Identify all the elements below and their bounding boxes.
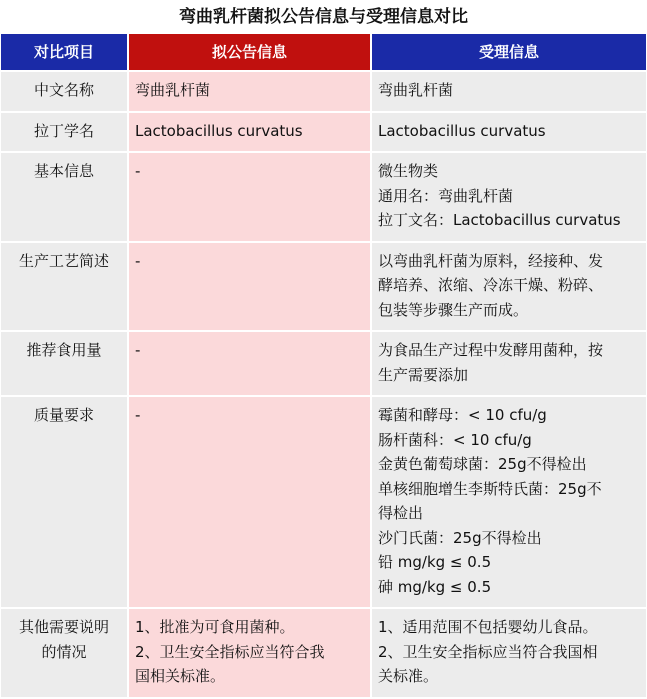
cell-text-line: 单核细胞增生李斯特氏菌：25g不: [378, 479, 602, 498]
cell-text-line: 关标准。: [378, 667, 439, 685]
row-proposed-cell: [128, 242, 371, 332]
row-accepted-cell: [371, 608, 646, 698]
row-proposed-cell: [128, 396, 371, 608]
header-item: 对比项目: [1, 34, 128, 71]
cell-text-line: 生产需要添加: [378, 365, 469, 384]
cell-text-line: 推荐食用量: [26, 341, 102, 359]
page-title: 弯曲乳杆菌拟公告信息与受理信息对比: [179, 7, 468, 27]
table-body: [1, 71, 646, 698]
comparison-table: [1, 34, 646, 699]
cell-text-line: 弯曲乳杆菌: [378, 81, 454, 99]
header-accepted: 受理信息: [371, 34, 646, 71]
cell-text-line: -: [135, 341, 141, 359]
cell-text-line: 霉菌和酵母：< 10 cfu/g: [378, 406, 547, 424]
row-item-cell: [1, 71, 128, 112]
cell-text-line: 得检出: [378, 504, 424, 522]
cell-text-line: -: [135, 162, 141, 180]
cell-text-line: 沙门氏菌：25g不得检出: [378, 528, 542, 547]
cell-text-line: 2、卫生安全指标应当符合我: [135, 642, 325, 661]
cell-text-line: 质量要求: [33, 406, 94, 424]
cell-text-line: 国相关标准。: [135, 667, 226, 685]
row-item-cell: [1, 331, 128, 396]
table-row: [1, 331, 646, 396]
cell-text-line: -: [135, 251, 141, 270]
row-proposed-cell: [128, 152, 371, 242]
row-accepted-cell: [371, 331, 646, 396]
cell-text-line: 以弯曲乳杆菌为原料，经接种、发: [378, 251, 604, 270]
cell-text-line: Lactobacillus curvatus: [135, 121, 303, 140]
cell-text-line: 金黄色葡萄球菌：25g不得检出: [378, 455, 587, 473]
cell-text-line: 拉丁文名：Lactobacillus curvatus: [378, 211, 621, 229]
row-proposed-cell: [128, 112, 371, 153]
cell-text-line: 酵培养、浓缩、冷冻干燥、粉碎、: [378, 276, 604, 294]
table-row: [1, 112, 646, 153]
header-row: [1, 34, 646, 71]
cell-text-line: 2、卫生安全指标应当符合我国相: [378, 642, 598, 661]
row-accepted-cell: [371, 112, 646, 153]
row-accepted-cell: [371, 71, 646, 112]
row-item-cell: [1, 608, 128, 698]
row-item-cell: [1, 112, 128, 153]
row-accepted-cell: [371, 152, 646, 242]
row-item-cell: [1, 152, 128, 242]
cell-text-line: 基本信息: [33, 162, 94, 180]
cell-text-line: 为食品生产过程中发酵用菌种，按: [378, 341, 604, 359]
row-proposed-cell: [128, 331, 371, 396]
row-accepted-cell: [371, 396, 646, 608]
cell-text-line: 的情况: [41, 642, 87, 661]
cell-text-line: 生产工艺简述: [18, 251, 109, 270]
table-row: [1, 152, 646, 242]
row-proposed-cell: [128, 608, 371, 698]
row-item-cell: [1, 396, 128, 608]
table-row: [1, 71, 646, 112]
row-item-cell: [1, 242, 128, 332]
cell-text-line: 包装等步骤生产而成。: [378, 300, 529, 319]
cell-text-line: -: [135, 406, 141, 424]
cell-text-line: Lactobacillus curvatus: [378, 121, 546, 140]
table-row: [1, 608, 646, 698]
cell-text-line: 1、批准为可食用菌种。: [135, 618, 295, 636]
cell-text-line: 通用名：弯曲乳杆菌: [378, 186, 514, 205]
cell-text-line: 砷 mg/kg ≤ 0.5: [378, 577, 492, 596]
cell-text-line: 弯曲乳杆菌: [135, 81, 211, 99]
table-row: [1, 242, 646, 332]
cell-text-line: 1、适用范围不包括婴幼儿食品。: [378, 618, 598, 636]
table-row: [1, 396, 646, 608]
cell-text-line: 肠杆菌科：< 10 cfu/g: [378, 430, 532, 449]
cell-text-line: 拉丁学名: [33, 121, 94, 140]
cell-text-line: 其他需要说明: [18, 618, 109, 636]
row-accepted-cell: [371, 242, 646, 332]
cell-text-line: 铅 mg/kg ≤ 0.5: [378, 553, 492, 571]
header-proposed: 拟公告信息: [128, 34, 371, 71]
cell-text-line: 微生物类: [378, 162, 439, 180]
cell-text-line: 中文名称: [33, 81, 94, 99]
row-proposed-cell: [128, 71, 371, 112]
